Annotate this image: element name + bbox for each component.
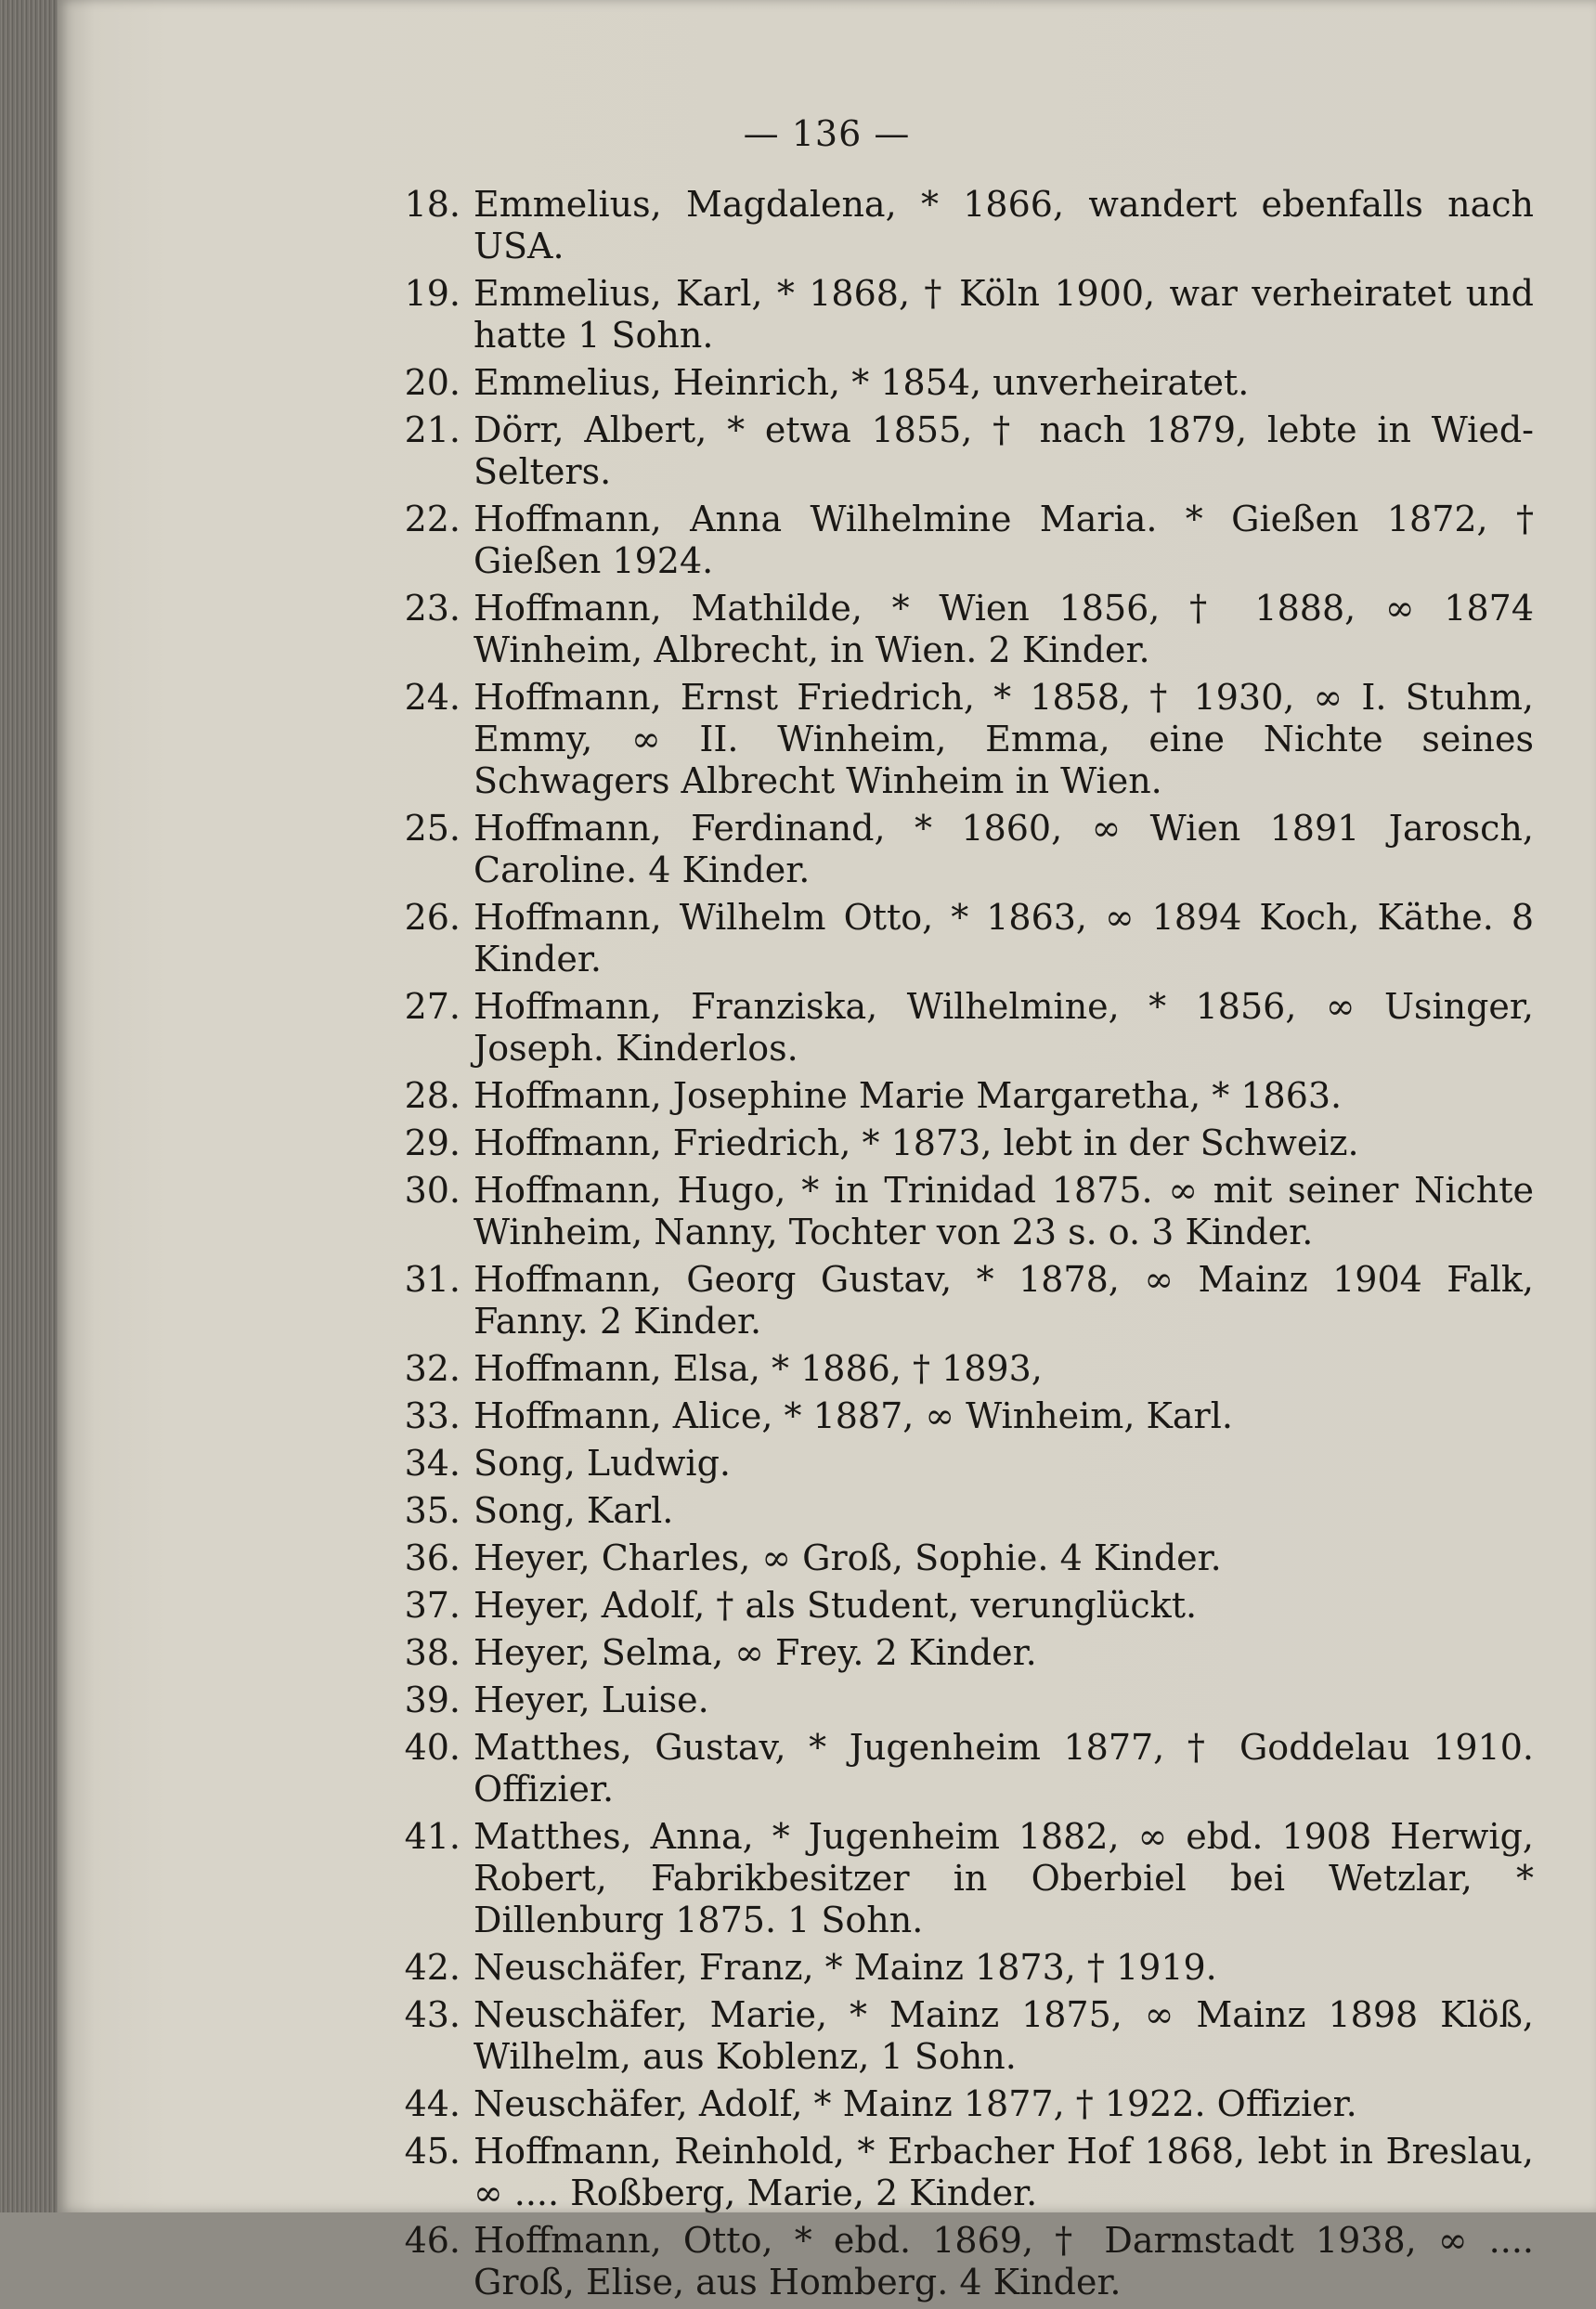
list-item — [364, 362, 1534, 404]
entry-text: Hoffmann, Anna Wilhelmine Maria. * Gießen 1872, † Gießen 1924. — [474, 499, 1534, 581]
list-item — [364, 409, 1534, 493]
list-item — [364, 2131, 1534, 2214]
entry-text: Hoffmann, Reinhold, * Erbacher Hof 1868, lebt in Breslau, ∞ .... Roßberg, Marie, 2 Kinder. — [474, 2131, 1534, 2213]
entry-number: 32. — [404, 1348, 461, 1389]
entry-text: Hoffmann, Friedrich, * 1873, lebt in der Schweiz. — [474, 1122, 1359, 1163]
list-item — [364, 1259, 1534, 1343]
list-item — [364, 986, 1534, 1070]
entry-text: Emmelius, Magdalena, * 1866, wandert ebenfalls nach USA. — [474, 184, 1534, 266]
entry-text: Neuschäfer, Marie, * Mainz 1875, ∞ Mainz 1898 Klöß, Wilhelm, aus Koblenz, 1 Sohn. — [474, 1994, 1534, 2077]
entry-text: Hoffmann, Wilhelm Otto, * 1863, ∞ 1894 Koch, Käthe. 8 Kinder. — [474, 897, 1534, 979]
list-item — [364, 1947, 1534, 1989]
entry-number: 40. — [404, 1727, 461, 1768]
list-item — [364, 2220, 1534, 2303]
entry-number: 22. — [404, 499, 461, 539]
entry-text: Hoffmann, Hugo, * in Trinidad 1875. ∞ mit seiner Nichte Winheim, Nanny, Tochter von 23 s. o. 3 Kinder. — [474, 1170, 1534, 1252]
list-item — [364, 1537, 1534, 1579]
entry-number: 18. — [404, 184, 461, 225]
entry-number: 30. — [404, 1170, 461, 1211]
entry-text: Hoffmann, Mathilde, * Wien 1856, † 1888, ∞ 1874 Winheim, Albrecht, in Wien. 2 Kinder. — [474, 588, 1534, 670]
entry-text: Hoffmann, Josephine Marie Margaretha, * 1863. — [474, 1075, 1343, 1116]
list-item — [364, 588, 1534, 671]
entry-number: 19. — [404, 273, 461, 314]
page-number: — 136 — — [743, 113, 911, 154]
list-item — [364, 1680, 1534, 1721]
list-item — [364, 1395, 1534, 1437]
entry-number: 20. — [404, 362, 461, 403]
list-item — [364, 1075, 1534, 1117]
list-item — [364, 273, 1534, 357]
entry-text: Neuschäfer, Adolf, * Mainz 1877, † 1922. Offizier. — [474, 2083, 1357, 2124]
entry-number: 44. — [404, 2083, 461, 2124]
entry-number: 35. — [404, 1490, 461, 1531]
entry-number: 26. — [404, 897, 461, 938]
entry-number: 34. — [404, 1443, 461, 1484]
entry-number: 25. — [404, 808, 461, 849]
list-item — [364, 2083, 1534, 2125]
entry-text: Heyer, Charles, ∞ Groß, Sophie. 4 Kinder. — [474, 1537, 1222, 1578]
list-item — [364, 499, 1534, 582]
entry-number: 45. — [404, 2131, 461, 2172]
entry-number: 42. — [404, 1947, 461, 1988]
list-item — [364, 1490, 1534, 1532]
entry-text: Hoffmann, Georg Gustav, * 1878, ∞ Mainz 1904 Falk, Fanny. 2 Kinder. — [474, 1259, 1534, 1342]
entry-number: 24. — [404, 677, 461, 718]
entry-text: Matthes, Gustav, * Jugenheim 1877, † Goddelau 1910. Offizier. — [474, 1727, 1534, 1810]
entry-number: 36. — [404, 1537, 461, 1578]
list-item — [364, 897, 1534, 980]
entry-text: Matthes, Anna, * Jugenheim 1882, ∞ ebd. 1908 Herwig, Robert, Fabrikbesitzer in Oberbiel bei Wetzlar, * Dillenburg 1875. 1 Sohn. — [474, 1816, 1534, 1940]
entry-text: Hoffmann, Ernst Friedrich, * 1858, † 1930, ∞ I. Stuhm, Emmy, ∞ II. Winheim, Emma, eine Nichte seines Schwagers Albrecht Winheim in Wien. — [474, 677, 1534, 801]
genealogy-entry-list — [364, 184, 1534, 2309]
list-item — [364, 1348, 1534, 1390]
book-page — [58, 0, 1596, 2303]
entry-text: Heyer, Adolf, † als Student, verunglückt. — [474, 1585, 1198, 1626]
list-item — [364, 1122, 1534, 1164]
list-item — [364, 184, 1534, 267]
entry-number: 41. — [404, 1816, 461, 1857]
entry-text: Hoffmann, Ferdinand, * 1860, ∞ Wien 1891 Jarosch, Caroline. 4 Kinder. — [474, 808, 1534, 890]
entry-text: Neuschäfer, Franz, * Mainz 1873, † 1919. — [474, 1947, 1217, 1988]
list-item — [364, 1994, 1534, 2078]
entry-number: 29. — [404, 1122, 461, 1163]
entry-number: 28. — [404, 1075, 461, 1116]
entry-text: Hoffmann, Elsa, * 1886, † 1893, — [474, 1348, 1043, 1389]
entry-number: 46. — [404, 2220, 461, 2261]
entry-text: Dörr, Albert, * etwa 1855, † nach 1879, lebte in Wied-Selters. — [474, 409, 1534, 492]
entry-number: 21. — [404, 409, 461, 450]
entry-text: Heyer, Selma, ∞ Frey. 2 Kinder. — [474, 1632, 1037, 1673]
entry-number: 38. — [404, 1632, 461, 1673]
entry-text: Heyer, Luise. — [474, 1680, 709, 1720]
list-item — [364, 1727, 1534, 1810]
list-item — [364, 1443, 1534, 1485]
entry-text: Hoffmann, Alice, * 1887, ∞ Winheim, Karl. — [474, 1395, 1233, 1436]
entry-text: Hoffmann, Franziska, Wilhelmine, * 1856, ∞ Usinger, Joseph. Kinderlos. — [474, 986, 1534, 1069]
list-item — [364, 1170, 1534, 1253]
list-item — [364, 1816, 1534, 1941]
entry-number: 31. — [404, 1259, 461, 1300]
entry-text: Song, Karl. — [474, 1490, 674, 1531]
entry-text: Song, Ludwig. — [474, 1443, 731, 1484]
book-page-edges — [0, 0, 58, 2212]
entry-number: 37. — [404, 1585, 461, 1626]
entry-text: Emmelius, Heinrich, * 1854, unverheiratet. — [474, 362, 1250, 403]
entry-number: 23. — [404, 588, 461, 629]
entry-number: 27. — [404, 986, 461, 1027]
entry-text: Hoffmann, Otto, * ebd. 1869, † Darmstadt 1938, ∞ .... Groß, Elise, aus Homberg. 4 Kinder. — [474, 2220, 1534, 2303]
list-item — [364, 677, 1534, 802]
entry-text: Emmelius, Karl, * 1868, † Köln 1900, war verheiratet und hatte 1 Sohn. — [474, 273, 1534, 356]
entry-number: 33. — [404, 1395, 461, 1436]
list-item — [364, 1585, 1534, 1627]
list-item — [364, 808, 1534, 891]
entry-number: 43. — [404, 1994, 461, 2035]
entry-number: 39. — [404, 1680, 461, 1720]
list-item — [364, 1632, 1534, 1674]
